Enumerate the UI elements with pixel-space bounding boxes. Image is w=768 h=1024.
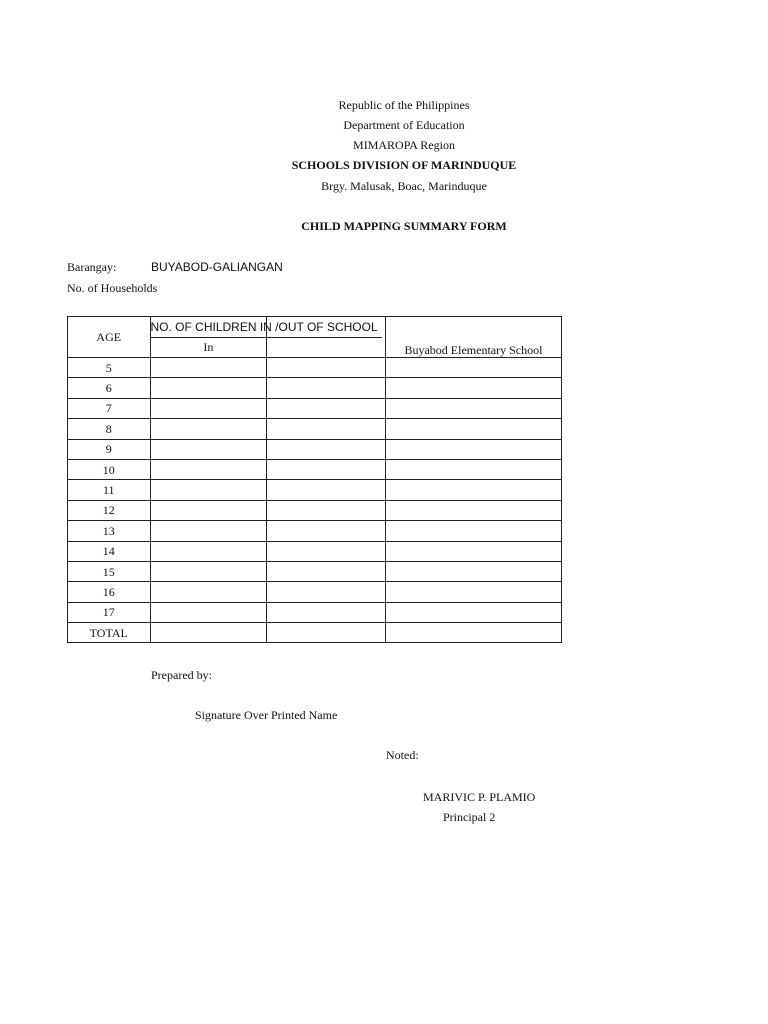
school-cell[interactable] — [385, 398, 561, 418]
in-cell[interactable] — [150, 398, 267, 418]
table-header-row — [68, 317, 562, 338]
school-cell[interactable] — [385, 602, 561, 622]
in-cell[interactable] — [150, 602, 267, 622]
table-row — [68, 459, 562, 479]
out-cell[interactable] — [267, 439, 386, 459]
barangay-label: Barangay: — [67, 260, 117, 274]
out-cell[interactable] — [267, 419, 386, 439]
table-row — [68, 358, 562, 378]
in-total-cell[interactable] — [150, 623, 267, 643]
child-mapping-table — [67, 316, 562, 643]
age-cell: 17 — [68, 602, 151, 622]
out-cell[interactable] — [267, 500, 386, 520]
table-row — [68, 439, 562, 459]
school-cell[interactable] — [385, 500, 561, 520]
signature-label: Signature Over Printed Name — [195, 708, 338, 722]
prepared-by-label: Prepared by: — [151, 668, 212, 682]
age-cell: 7 — [68, 398, 151, 418]
in-cell[interactable] — [150, 358, 267, 378]
table-total-row — [68, 623, 562, 643]
table-row — [68, 480, 562, 500]
age-cell: 15 — [68, 561, 151, 581]
out-cell[interactable] — [267, 602, 386, 622]
in-cell[interactable] — [150, 459, 267, 479]
principal-title: Principal 2 — [443, 810, 496, 824]
children-header-cell — [150, 317, 385, 338]
header-address: Brgy. Malusak, Boac, Marinduque — [321, 179, 487, 193]
out-header — [267, 337, 386, 358]
out-cell[interactable] — [267, 561, 386, 581]
table-row — [68, 419, 562, 439]
out-cell[interactable] — [267, 541, 386, 561]
school-total-cell[interactable] — [385, 623, 561, 643]
age-cell: 5 — [68, 358, 151, 378]
table-row — [68, 398, 562, 418]
header-region: MIMAROPA Region — [353, 138, 455, 152]
header-department: Department of Education — [343, 118, 465, 132]
in-cell[interactable] — [150, 582, 267, 602]
households-label: No. of Households — [67, 281, 158, 295]
age-header: AGE — [68, 317, 151, 358]
header-division: SCHOOLS DIVISION OF MARINDUQUE — [291, 158, 517, 172]
table-row — [68, 602, 562, 622]
out-cell[interactable] — [267, 480, 386, 500]
school-header: Buyabod Elementary School — [385, 317, 561, 358]
out-total-cell[interactable] — [267, 623, 386, 643]
age-cell: 12 — [68, 500, 151, 520]
in-cell[interactable] — [150, 439, 267, 459]
in-cell[interactable] — [150, 500, 267, 520]
form-title: CHILD MAPPING SUMMARY FORM — [301, 219, 507, 233]
school-cell[interactable] — [385, 459, 561, 479]
out-cell[interactable] — [267, 398, 386, 418]
table-row — [68, 561, 562, 581]
out-cell[interactable] — [267, 521, 386, 541]
age-cell: 13 — [68, 521, 151, 541]
school-cell[interactable] — [385, 378, 561, 398]
age-cell: 9 — [68, 439, 151, 459]
table-row — [68, 541, 562, 561]
table-row — [68, 521, 562, 541]
age-cell: 10 — [68, 459, 151, 479]
school-cell[interactable] — [385, 541, 561, 561]
in-cell[interactable] — [150, 521, 267, 541]
age-cell: 6 — [68, 378, 151, 398]
age-cell: 8 — [68, 419, 151, 439]
table-row — [68, 582, 562, 602]
in-cell[interactable] — [150, 541, 267, 561]
out-cell[interactable] — [267, 358, 386, 378]
out-cell[interactable] — [267, 378, 386, 398]
age-cell: 11 — [68, 480, 151, 500]
header-republic: Republic of the Philippines — [338, 98, 470, 112]
in-cell[interactable] — [150, 561, 267, 581]
age-cell: 14 — [68, 541, 151, 561]
children-header-underline — [150, 337, 382, 338]
school-cell[interactable] — [385, 582, 561, 602]
in-header: In — [150, 337, 267, 358]
school-cell[interactable] — [385, 521, 561, 541]
children-header: NO. OF CHILDREN IN /OUT OF SCHOOL — [150, 320, 378, 334]
table-row — [68, 378, 562, 398]
in-cell[interactable] — [150, 480, 267, 500]
out-cell[interactable] — [267, 582, 386, 602]
barangay-value: BUYABOD-GALIANGAN — [151, 260, 283, 274]
noted-label: Noted: — [386, 748, 419, 762]
school-cell[interactable] — [385, 561, 561, 581]
school-cell[interactable] — [385, 358, 561, 378]
school-cell[interactable] — [385, 480, 561, 500]
age-cell: 16 — [68, 582, 151, 602]
out-cell[interactable] — [267, 459, 386, 479]
total-label-cell: TOTAL — [68, 623, 151, 643]
principal-name: MARIVIC P. PLAMIO — [423, 790, 536, 804]
in-cell[interactable] — [150, 419, 267, 439]
school-cell[interactable] — [385, 419, 561, 439]
school-cell[interactable] — [385, 439, 561, 459]
table-row — [68, 500, 562, 520]
in-cell[interactable] — [150, 378, 267, 398]
